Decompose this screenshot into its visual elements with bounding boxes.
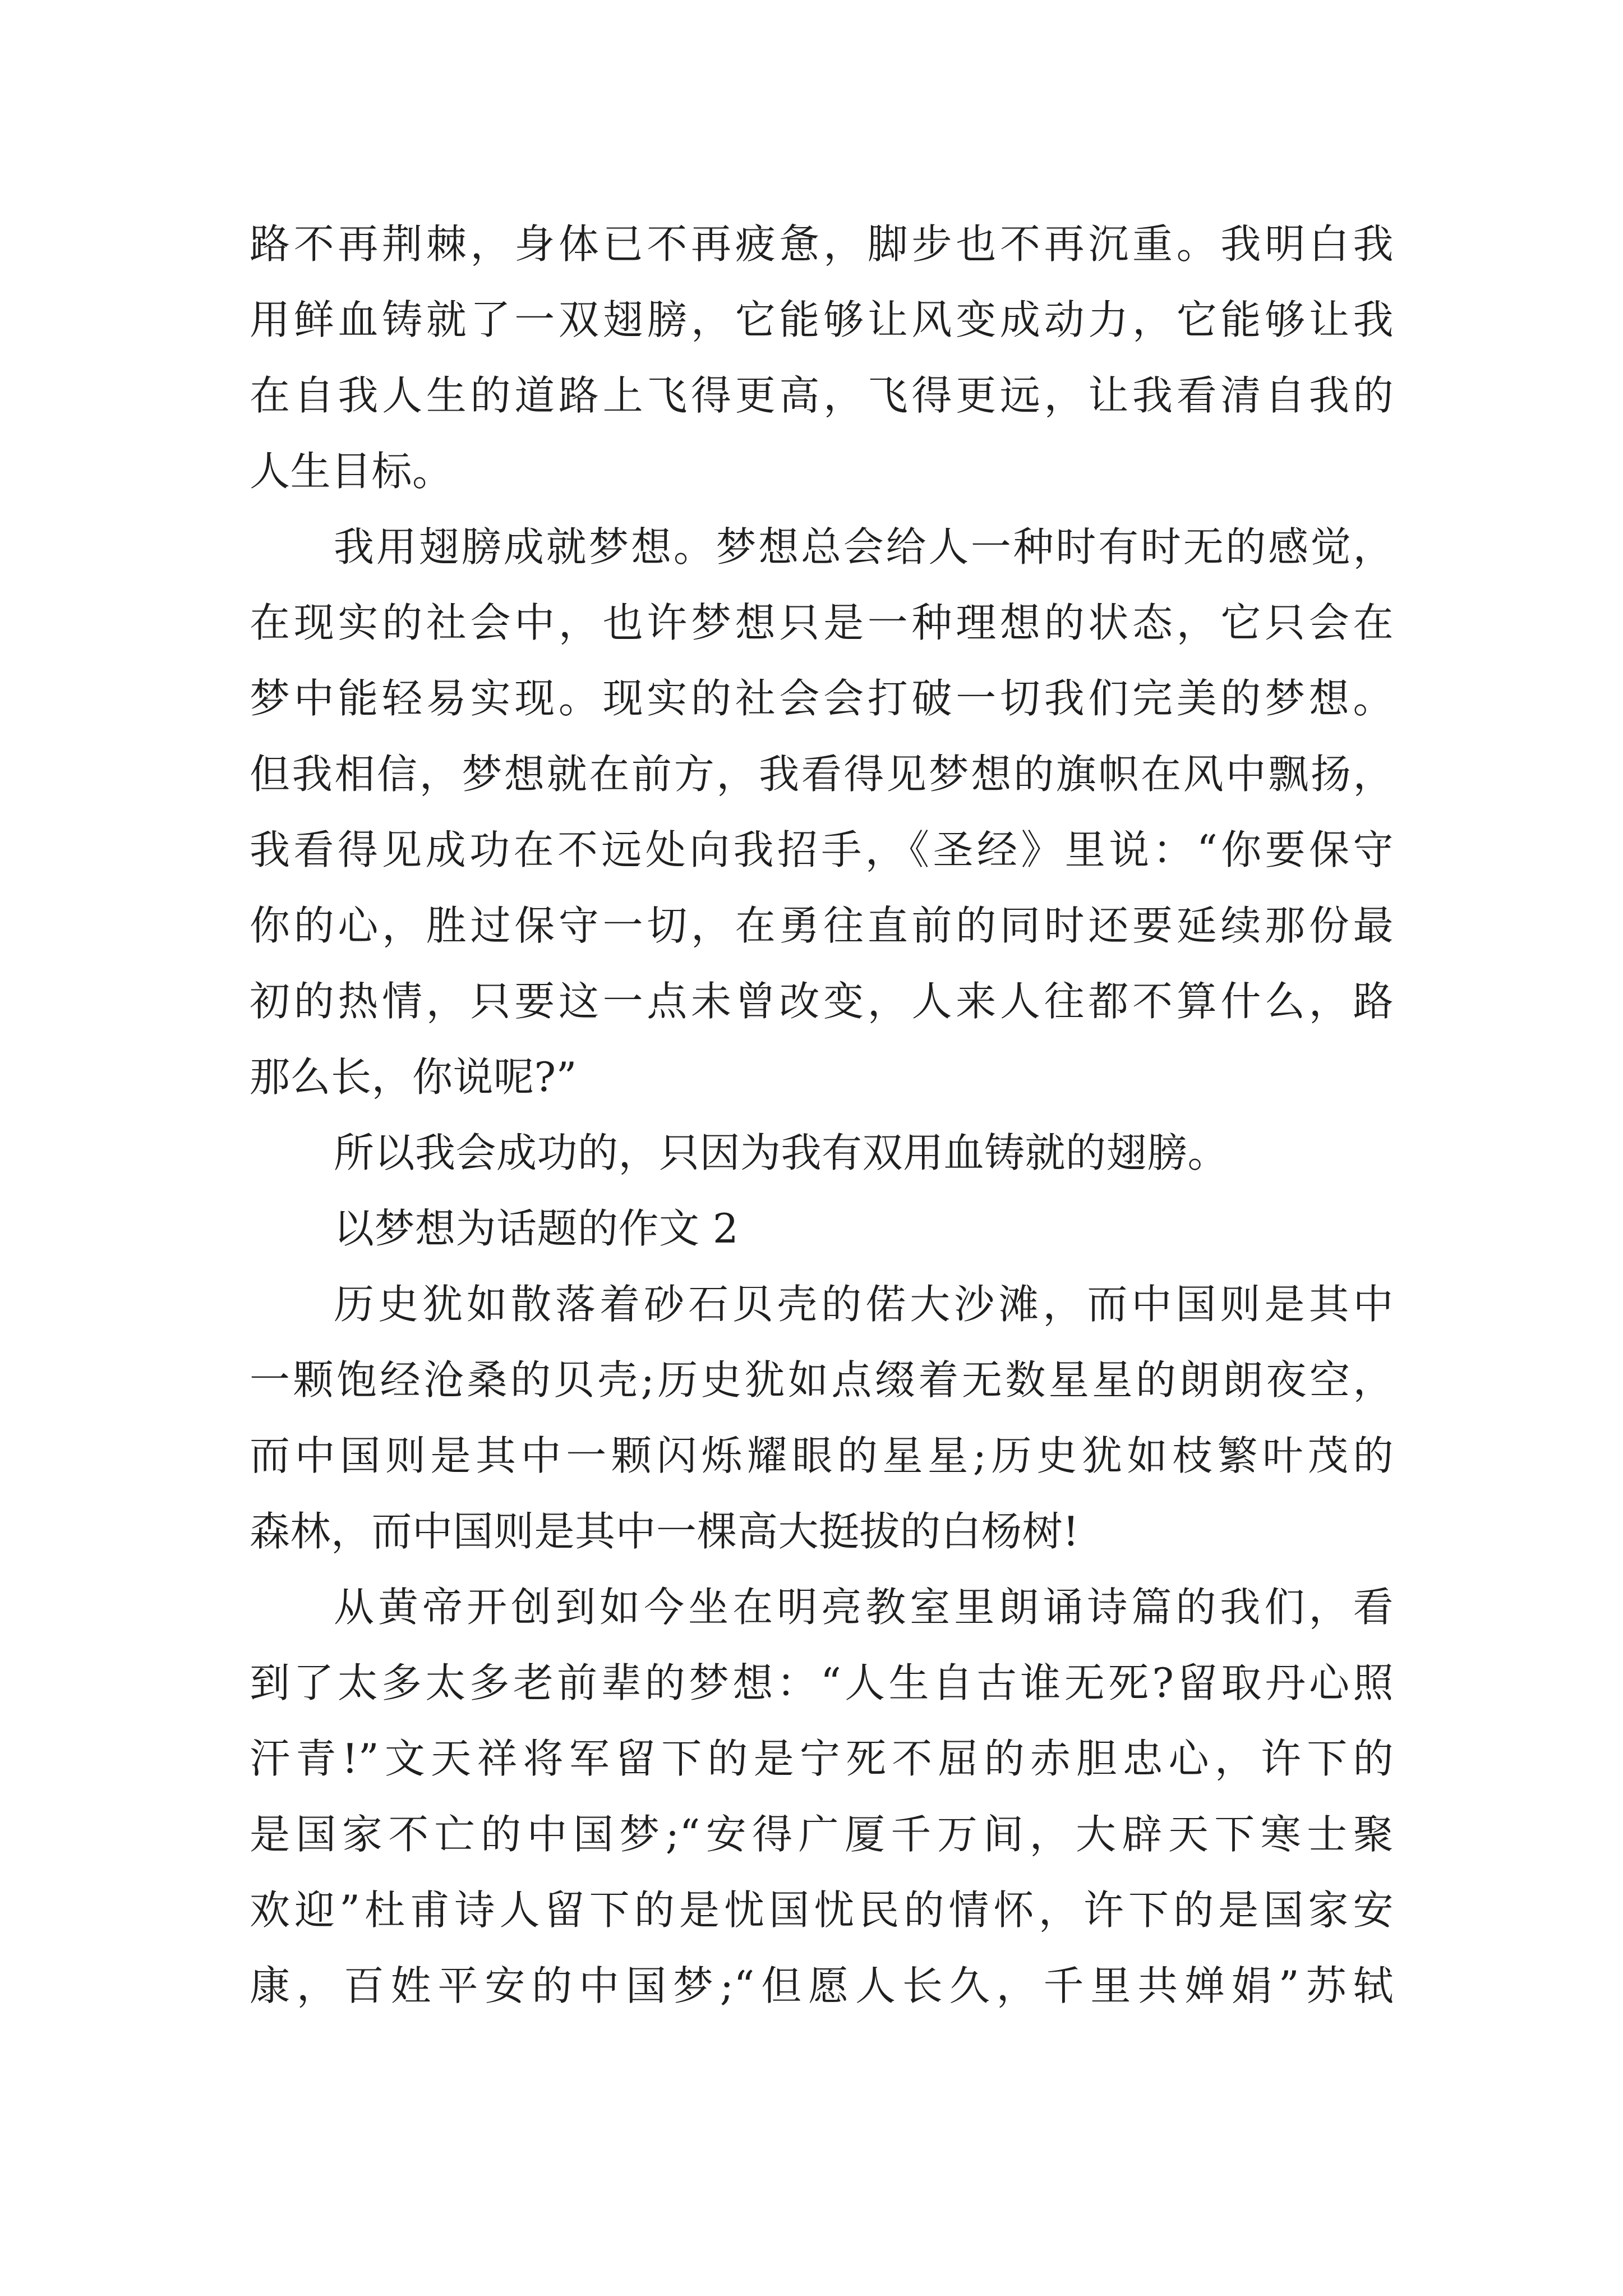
body-text bbox=[250, 206, 1394, 2024]
text-line: 人生目标。 bbox=[250, 448, 453, 495]
text-line: 森林，而中国则是其中一棵高大挺拔的白杨树! bbox=[250, 1508, 1080, 1555]
text-line: 但我相信，梦想就在前方，我看得见梦想的旗帜在风中飘扬， bbox=[250, 751, 1394, 798]
text-line: 是国家不亡的中国梦;“安得广厦千万间，大辟天下寒士聚 bbox=[250, 1811, 1394, 1858]
text-line: 到了太多太多老前辈的梦想：“人生自古谁无死?留取丹心照 bbox=[250, 1659, 1394, 1706]
text-line: 初的热情，只要这一点未曾改变，人来人往都不算什么，路 bbox=[250, 978, 1394, 1025]
text-line: 历史犹如散落着砂石贝壳的偌大沙滩，而中国则是其中 bbox=[334, 1281, 1394, 1328]
text-line: 所以我会成功的，只因为我有双用血铸就的翅膀。 bbox=[334, 1129, 1229, 1176]
text-line: 以梦想为话题的作文 2 bbox=[334, 1205, 739, 1252]
text-line: 一颗饱经沧桑的贝壳;历史犹如点缀着无数星星的朗朗夜空， bbox=[250, 1356, 1394, 1404]
text-line: 从黄帝开创到如今坐在明亮教室里朗诵诗篇的我们，看 bbox=[334, 1584, 1394, 1631]
text-line: 在现实的社会中，也许梦想只是一种理想的状态，它只会在 bbox=[250, 599, 1394, 646]
text-line: 我用翅膀成就梦想。梦想总会给人一种时有时无的感觉， bbox=[334, 523, 1394, 570]
text-line: 路不再荆棘，身体已不再疲惫，脚步也不再沉重。我明白我 bbox=[250, 220, 1394, 268]
text-line: 你的心，胜过保守一切，在勇往直前的同时还要延续那份最 bbox=[250, 902, 1394, 949]
text-line: 汗青!”文天祥将军留下的是宁死不屈的赤胆忠心，许下的 bbox=[250, 1735, 1394, 1782]
text-line: 我看得见成功在不远处向我招手，《圣经》里说：“你要保守 bbox=[250, 826, 1394, 873]
text-line: 而中国则是其中一颗闪烁耀眼的星星;历史犹如枝繁叶茂的 bbox=[250, 1432, 1394, 1479]
text-line: 康，百姓平安的中国梦;“但愿人长久，千里共婵娟”苏轼 bbox=[250, 1962, 1394, 2009]
text-line: 在自我人生的道路上飞得更高，飞得更远，让我看清自我的 bbox=[250, 372, 1394, 419]
text-line: 梦中能轻易实现。现实的社会会打破一切我们完美的梦想。 bbox=[250, 675, 1394, 722]
text-line: 那么长，你说呢?” bbox=[250, 1053, 577, 1101]
text-line: 欢迎”杜甫诗人留下的是忧国忧民的情怀，许下的是国家安 bbox=[250, 1887, 1394, 1934]
text-line: 用鲜血铸就了一双翅膀，它能够让风变成动力，它能够让我 bbox=[250, 296, 1394, 343]
